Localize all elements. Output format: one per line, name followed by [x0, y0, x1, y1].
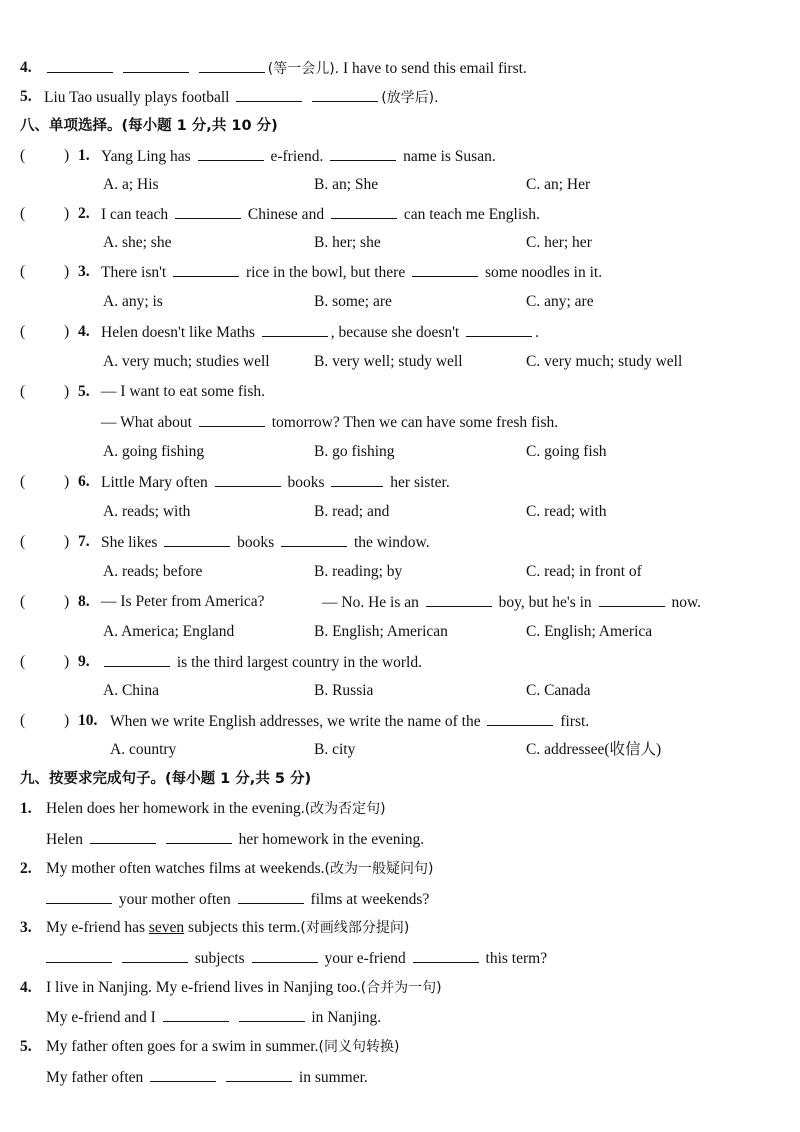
question-text: There isn't	[101, 264, 167, 281]
question-text: I have to send this email first.	[343, 60, 527, 77]
section-title-text: 九、按要求完成句子。(每小题 1 分,共 5 分)	[20, 771, 312, 787]
question-text: — No. He is an	[322, 594, 419, 611]
option-b[interactable]: B. city	[314, 741, 356, 758]
answer-body	[46, 1065, 368, 1090]
option-a[interactable]: A. she; she	[103, 234, 172, 251]
answer-blank[interactable]	[331, 470, 383, 487]
question-text: the window.	[353, 534, 430, 551]
answer-paren-open[interactable]: (	[20, 712, 26, 729]
question-number: 2.	[20, 860, 32, 877]
section-title-part8	[0, 114, 800, 138]
fill-question-4	[0, 56, 800, 80]
answer-paren-open[interactable]: (	[20, 205, 26, 222]
question-text: My e-friend has	[46, 919, 145, 936]
choice-question-10	[0, 709, 800, 733]
option-b[interactable]: B. her; she	[314, 234, 381, 251]
answer-blank[interactable]	[163, 1005, 229, 1022]
rewrite-question-1	[0, 797, 800, 821]
answer-paren-close: )	[64, 712, 70, 729]
question-number: 1.	[20, 800, 32, 817]
choice-question-9	[0, 650, 800, 674]
answer-blank[interactable]	[199, 56, 265, 73]
choice-question-1	[0, 144, 800, 168]
answer-blank[interactable]	[331, 202, 397, 219]
answer-text: Helen	[46, 831, 84, 848]
question-text: Yang Ling has	[101, 148, 191, 165]
answer-blank[interactable]	[330, 144, 396, 161]
question-text: can teach me English.	[403, 206, 540, 223]
options-row	[0, 738, 800, 762]
answer-blank[interactable]	[46, 887, 112, 904]
question-number: 4.	[78, 323, 90, 340]
question-text: e-friend.	[270, 148, 324, 165]
answer-paren-close: )	[64, 147, 70, 164]
question-body	[322, 590, 701, 615]
answer-paren-open[interactable]: (	[20, 323, 26, 340]
question-text: I live in Nanjing. My e-friend lives in Nanjing too.	[46, 979, 361, 996]
question-body	[110, 709, 589, 734]
answer-blank[interactable]	[426, 590, 492, 607]
option-c[interactable]: C. her; her	[526, 234, 592, 251]
answer-body	[46, 946, 547, 971]
hint-text: (改为一般疑问句)	[324, 861, 434, 877]
answer-paren-open[interactable]: (	[20, 653, 26, 670]
answer-text: her homework in the evening.	[238, 831, 425, 848]
options-row	[0, 679, 800, 703]
option-a[interactable]: A. reads; with	[103, 503, 191, 520]
answer-blank[interactable]	[199, 410, 265, 427]
answer-paren-open[interactable]: (	[20, 147, 26, 164]
answer-paren-close: )	[64, 593, 70, 610]
option-c[interactable]: C. very much; study well	[526, 353, 683, 370]
answer-blank[interactable]	[198, 144, 264, 161]
question-text: My father often goes for a swim in summer.	[46, 1038, 319, 1055]
question-text: She likes	[101, 534, 158, 551]
question-number: 8.	[78, 593, 90, 610]
question-text: subjects this term.	[188, 919, 301, 936]
hint-text: (改为否定句)	[304, 801, 386, 817]
option-b[interactable]: B. read; and	[314, 503, 390, 520]
question-text: My mother often watches films at weekends.	[46, 860, 325, 877]
question-text: Helen does her homework in the evening.	[46, 800, 305, 817]
answer-blank[interactable]	[123, 56, 189, 73]
option-c[interactable]: C. going fish	[526, 443, 607, 460]
answer-blank[interactable]	[312, 85, 378, 102]
question-number: 3.	[20, 919, 32, 936]
answer-line	[0, 946, 800, 970]
dialogue-line	[0, 410, 800, 434]
section-title-part9	[0, 767, 800, 791]
answer-blank[interactable]	[236, 85, 302, 102]
option-a[interactable]: A. any; is	[103, 293, 163, 310]
question-number: 9.	[78, 653, 90, 670]
question-text: When we write English addresses, we write the name of the	[110, 713, 481, 730]
answer-paren-open[interactable]: (	[20, 383, 26, 400]
answer-blank[interactable]	[215, 470, 281, 487]
question-body	[101, 260, 602, 285]
answer-blank[interactable]	[487, 709, 553, 726]
option-c[interactable]: C. any; are	[526, 293, 594, 310]
answer-text: My father often	[46, 1069, 144, 1086]
answer-blank[interactable]	[413, 946, 479, 963]
question-text: first.	[560, 713, 590, 730]
question-text: Helen doesn't like Maths	[101, 324, 255, 341]
fill-question-5	[0, 85, 800, 109]
question-body	[101, 202, 540, 227]
hint-text: (放学后).	[381, 90, 439, 106]
question-body	[101, 410, 558, 435]
answer-blank[interactable]	[175, 202, 241, 219]
question-body	[46, 797, 386, 821]
answer-line	[0, 887, 800, 911]
rewrite-question-4	[0, 976, 800, 1000]
question-text: tomorrow? Then we can have some fresh fish.	[271, 414, 559, 431]
hint-text: (合并为一句)	[360, 980, 442, 996]
question-text: rice in the bowl, but there	[245, 264, 406, 281]
answer-paren-close: )	[64, 653, 70, 670]
option-c[interactable]: C. read; with	[526, 503, 607, 520]
choice-question-5	[0, 380, 800, 404]
answer-text: in Nanjing.	[311, 1009, 382, 1026]
answer-text: My e-friend and I	[46, 1009, 156, 1026]
answer-paren-close: )	[64, 383, 70, 400]
option-a[interactable]: A. China	[103, 682, 159, 699]
answer-paren-open[interactable]: (	[20, 473, 26, 490]
answer-paren-close: )	[64, 205, 70, 222]
question-number: 5.	[20, 1038, 32, 1055]
option-b[interactable]: B. reading; by	[314, 563, 403, 580]
question-text: — I want to eat some fish.	[101, 383, 266, 400]
question-number: 5.	[20, 88, 32, 105]
question-number: 3.	[78, 263, 90, 280]
question-body	[44, 85, 439, 110]
answer-text: subjects	[194, 950, 245, 967]
answer-paren-close: )	[64, 323, 70, 340]
answer-line	[0, 1005, 800, 1029]
question-text: now.	[671, 594, 701, 611]
question-body	[46, 976, 442, 1000]
choice-question-4	[0, 320, 800, 344]
question-body	[46, 857, 433, 881]
question-body	[46, 916, 409, 940]
option-b[interactable]: B. very well; study well	[314, 353, 463, 370]
answer-blank[interactable]	[90, 827, 156, 844]
answer-text: your e-friend	[324, 950, 406, 967]
option-a[interactable]: A. America; England	[103, 623, 235, 640]
answer-body	[46, 1005, 381, 1030]
question-number: 2.	[78, 205, 90, 222]
hint-text: (同义句转换)	[318, 1039, 400, 1055]
answer-blank[interactable]	[599, 590, 665, 607]
underlined-word: seven	[148, 919, 185, 936]
choice-question-8	[0, 590, 800, 614]
question-text: books	[237, 534, 275, 551]
hint-text: (对画线部分提问)	[300, 920, 410, 936]
question-body	[101, 470, 450, 495]
options-row	[0, 500, 800, 524]
option-c[interactable]: C. addressee(收信人)	[526, 741, 662, 758]
question-text: , because she doesn't	[330, 324, 460, 341]
question-number: 4.	[20, 59, 32, 76]
choice-question-3	[0, 260, 800, 284]
choice-question-6	[0, 470, 800, 494]
answer-blank[interactable]	[46, 946, 112, 963]
question-text: — Is Peter from America?	[101, 593, 265, 610]
question-body	[101, 650, 422, 675]
option-b[interactable]: B. go fishing	[314, 443, 395, 460]
answer-blank[interactable]	[412, 260, 478, 277]
answer-text: films at weekends?	[310, 891, 430, 908]
answer-text: this term?	[485, 950, 548, 967]
option-a[interactable]: A. very much; studies well	[103, 353, 270, 370]
options-row	[0, 231, 800, 255]
answer-blank[interactable]	[166, 827, 232, 844]
answer-paren-close: )	[64, 533, 70, 550]
choice-question-7	[0, 530, 800, 554]
answer-blank[interactable]	[281, 530, 347, 547]
question-number: 5.	[78, 383, 90, 400]
question-text: her sister.	[390, 474, 450, 491]
question-text: is the third largest country in the world.	[176, 654, 422, 671]
option-c[interactable]: C. an; Her	[526, 176, 591, 193]
answer-body	[46, 827, 424, 852]
answer-text: in summer.	[298, 1069, 368, 1086]
answer-blank[interactable]	[173, 260, 239, 277]
options-row	[0, 440, 800, 464]
answer-blank[interactable]	[164, 530, 230, 547]
options-row	[0, 560, 800, 584]
answer-paren-open[interactable]: (	[20, 263, 26, 280]
question-number: 6.	[78, 473, 90, 490]
section-title-text: 八、单项选择。(每小题 1 分,共 10 分)	[20, 118, 278, 134]
question-body	[101, 530, 430, 555]
options-row	[0, 350, 800, 374]
options-row	[0, 290, 800, 314]
answer-blank[interactable]	[226, 1065, 292, 1082]
question-body	[101, 144, 496, 169]
answer-blank[interactable]	[150, 1065, 216, 1082]
hint-text: (等一会儿).	[267, 61, 340, 77]
question-number: 10.	[78, 712, 98, 729]
question-number: 4.	[20, 979, 32, 996]
answer-paren-open[interactable]: (	[20, 593, 26, 610]
question-text: boy, but he's in	[498, 594, 592, 611]
answer-paren-close: )	[64, 263, 70, 280]
question-number: 1.	[78, 147, 90, 164]
answer-line	[0, 827, 800, 851]
answer-blanks	[44, 56, 527, 81]
answer-text: your mother often	[118, 891, 231, 908]
question-text: .	[535, 324, 539, 341]
question-text: I can teach	[101, 206, 169, 223]
option-a[interactable]: A. reads; before	[103, 563, 203, 580]
answer-blank[interactable]	[47, 56, 113, 73]
option-b[interactable]: B. some; are	[314, 293, 392, 310]
choice-question-2	[0, 202, 800, 226]
option-b[interactable]: B. English; American	[314, 623, 448, 640]
answer-blank[interactable]	[466, 320, 532, 337]
answer-blank[interactable]	[238, 887, 304, 904]
answer-blank[interactable]	[252, 946, 318, 963]
answer-line	[0, 1065, 800, 1089]
question-text: — What about	[101, 414, 192, 431]
question-body	[101, 320, 539, 345]
answer-blank[interactable]	[239, 1005, 305, 1022]
rewrite-question-5	[0, 1035, 800, 1059]
option-c[interactable]: C. read; in front of	[526, 563, 642, 580]
options-row	[0, 173, 800, 197]
answer-blank[interactable]	[262, 320, 328, 337]
answer-body	[46, 887, 429, 912]
option-c[interactable]: C. English; America	[526, 623, 653, 640]
options-row	[0, 620, 800, 644]
question-number: 7.	[78, 533, 90, 550]
answer-blank[interactable]	[122, 946, 188, 963]
question-text: books	[287, 474, 325, 491]
rewrite-question-3	[0, 916, 800, 940]
answer-blank[interactable]	[104, 650, 170, 667]
question-text: some noodles in it.	[484, 264, 603, 281]
option-a[interactable]: A. country	[110, 741, 177, 758]
option-b[interactable]: B. Russia	[314, 682, 374, 699]
option-a[interactable]: A. a; His	[103, 176, 159, 193]
question-text: Chinese and	[247, 206, 325, 223]
answer-paren-close: )	[64, 473, 70, 490]
answer-paren-open[interactable]: (	[20, 533, 26, 550]
option-a[interactable]: A. going fishing	[103, 443, 205, 460]
rewrite-question-2	[0, 857, 800, 881]
question-text: Little Mary often	[101, 474, 208, 491]
question-text: name is Susan.	[403, 148, 496, 165]
option-b[interactable]: B. an; She	[314, 176, 379, 193]
question-text: Liu Tao usually plays football	[44, 89, 230, 106]
option-c[interactable]: C. Canada	[526, 682, 591, 699]
question-body	[46, 1035, 399, 1059]
